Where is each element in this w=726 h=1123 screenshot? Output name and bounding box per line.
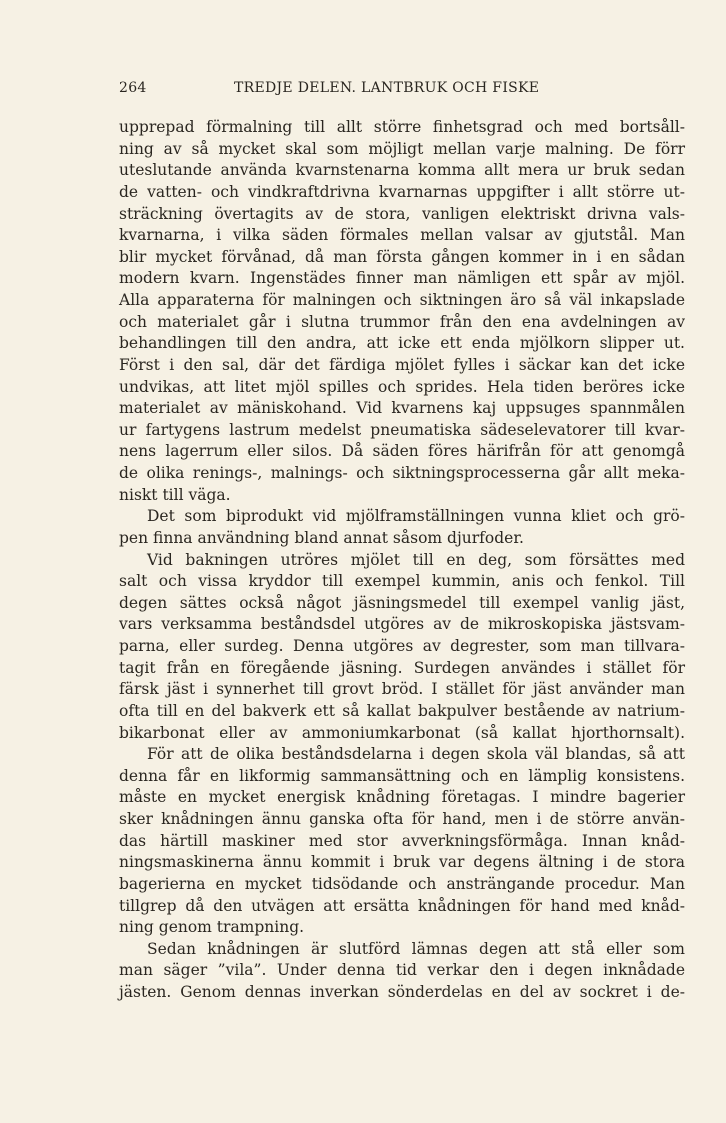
text-line: salt och vissa kryddor till exempel kummin, anis och fenkol. Till bbox=[119, 572, 685, 591]
text-line: Alla apparaterna för malningen och siktningen äro så väl inkapslade bbox=[119, 291, 685, 309]
page-number: 264 bbox=[119, 80, 147, 96]
text-line: Det som biprodukt vid mjölframställningen vunna kliet och grö- bbox=[147, 507, 685, 526]
text-line: färsk jäst i synnerhet till grovt bröd. I stället för jäst använder man bbox=[119, 680, 685, 699]
text-line: ningsmaskinerna ännu kommit i bruk var degens ältning i de stora bbox=[119, 853, 685, 872]
text-line: vars verksamma beståndsdel utgöres av de mikroskopiska jästsvam- bbox=[119, 615, 685, 634]
text-line: ofta till en del bakverk ett så kallat bakpulver bestående av natrium- bbox=[119, 701, 685, 720]
text-line: pen finna användning bland annat såsom djurfoder. bbox=[119, 528, 524, 547]
text-line: sker knådningen ännu ganska ofta för hand, men i de större använ- bbox=[119, 810, 685, 828]
text-line: blir mycket förvånad, då man första gången kommer in i en sådan bbox=[119, 247, 685, 266]
text-line: modern kvarn. Ingenstädes finner man nämligen ett spår av mjöl. bbox=[119, 269, 685, 288]
text-line: och materialet går i slutna trummor från den ena avdelningen av bbox=[119, 312, 685, 331]
text-line: bikarbonat eller av ammoniumkarbonat (så kallat hjorthornsalt). bbox=[119, 723, 685, 742]
text-line: Vid bakningen utröres mjölet till en deg, som försättes med bbox=[147, 550, 685, 569]
text-line: de olika renings-, malnings- och siktningsprocesserna går allt meka- bbox=[119, 464, 685, 482]
text-line: materialet av mäniskohand. Vid kvarnens kaj uppsuges spannmålen bbox=[119, 399, 685, 418]
text-line: ning genom trampning. bbox=[119, 918, 305, 937]
text-line: tillgrep då den utvägen att ersätta knådningen för hand med knåd- bbox=[119, 896, 685, 915]
text-line: måste en mycket energisk knådning företagas. I mindre bagerier bbox=[119, 788, 685, 807]
text-line: behandlingen till den andra, att icke ett enda mjölkorn slipper ut. bbox=[119, 334, 685, 353]
text-line: ning av så mycket skal som möjligt mellan varje malning. De förr bbox=[119, 139, 685, 158]
text-line: ur fartygens lastrum medelst pneumatiska sädeselevatorer till kvar- bbox=[119, 420, 685, 439]
body-text bbox=[119, 117, 685, 1004]
text-line: Först i den sal, där det färdiga mjölet fylles i säckar kan det icke bbox=[119, 355, 685, 374]
text-line: man säger ”vila”. Under denna tid verkar den i degen inknådade bbox=[119, 961, 685, 980]
text-line: nens lagerrum eller silos. Då säden föres härifrån för att genomgå bbox=[119, 442, 685, 461]
text-line: jästen. Genom dennas inverkan sönderdelas en del av sockret i de- bbox=[119, 983, 685, 1001]
text-line: sträckning övertagits av de stora, vanligen elektriskt drivna vals- bbox=[119, 204, 685, 223]
text-line: Sedan knådningen är slutförd lämnas degen att stå eller som bbox=[147, 939, 685, 958]
text-line: kvarnarna, i vilka säden förmales mellan valsar av gjutstål. Man bbox=[119, 226, 685, 245]
running-head: TREDJE DELEN. LANTBRUK OCH FISKE bbox=[234, 80, 540, 96]
text-line: niskt till väga. bbox=[119, 485, 231, 504]
text-line: denna får en likformig sammansättning och en lämplig konsistens. bbox=[119, 766, 685, 785]
text-line: För att de olika beståndsdelarna i degen skola väl blandas, så att bbox=[147, 745, 685, 764]
text-line: uteslutande använda kvarnstenarna komma allt mera ur bruk sedan bbox=[119, 161, 685, 180]
text-line: bagerierna en mycket tidsödande och ansträngande procedur. Man bbox=[119, 874, 685, 893]
text-line: tagit från en föregående jäsning. Surdegen användes i stället för bbox=[119, 658, 685, 677]
text-line: undvikas, att litet mjöl spilles och sprides. Hela tiden beröres icke bbox=[119, 377, 685, 396]
text-line: de vatten- och vindkraftdrivna kvarnarnas uppgifter i allt större ut- bbox=[119, 182, 685, 201]
text-line: parna, eller surdeg. Denna utgöres av degrester, som man tillvara- bbox=[119, 637, 685, 655]
text-line: upprepad förmalning till allt större finhetsgrad och med bortsåll- bbox=[119, 118, 685, 136]
text-line: degen sättes också något jäsningsmedel till exempel vanlig jäst, bbox=[119, 593, 685, 612]
text-line: das härtill maskiner med stor avverkningsförmåga. Innan knåd- bbox=[119, 831, 685, 850]
